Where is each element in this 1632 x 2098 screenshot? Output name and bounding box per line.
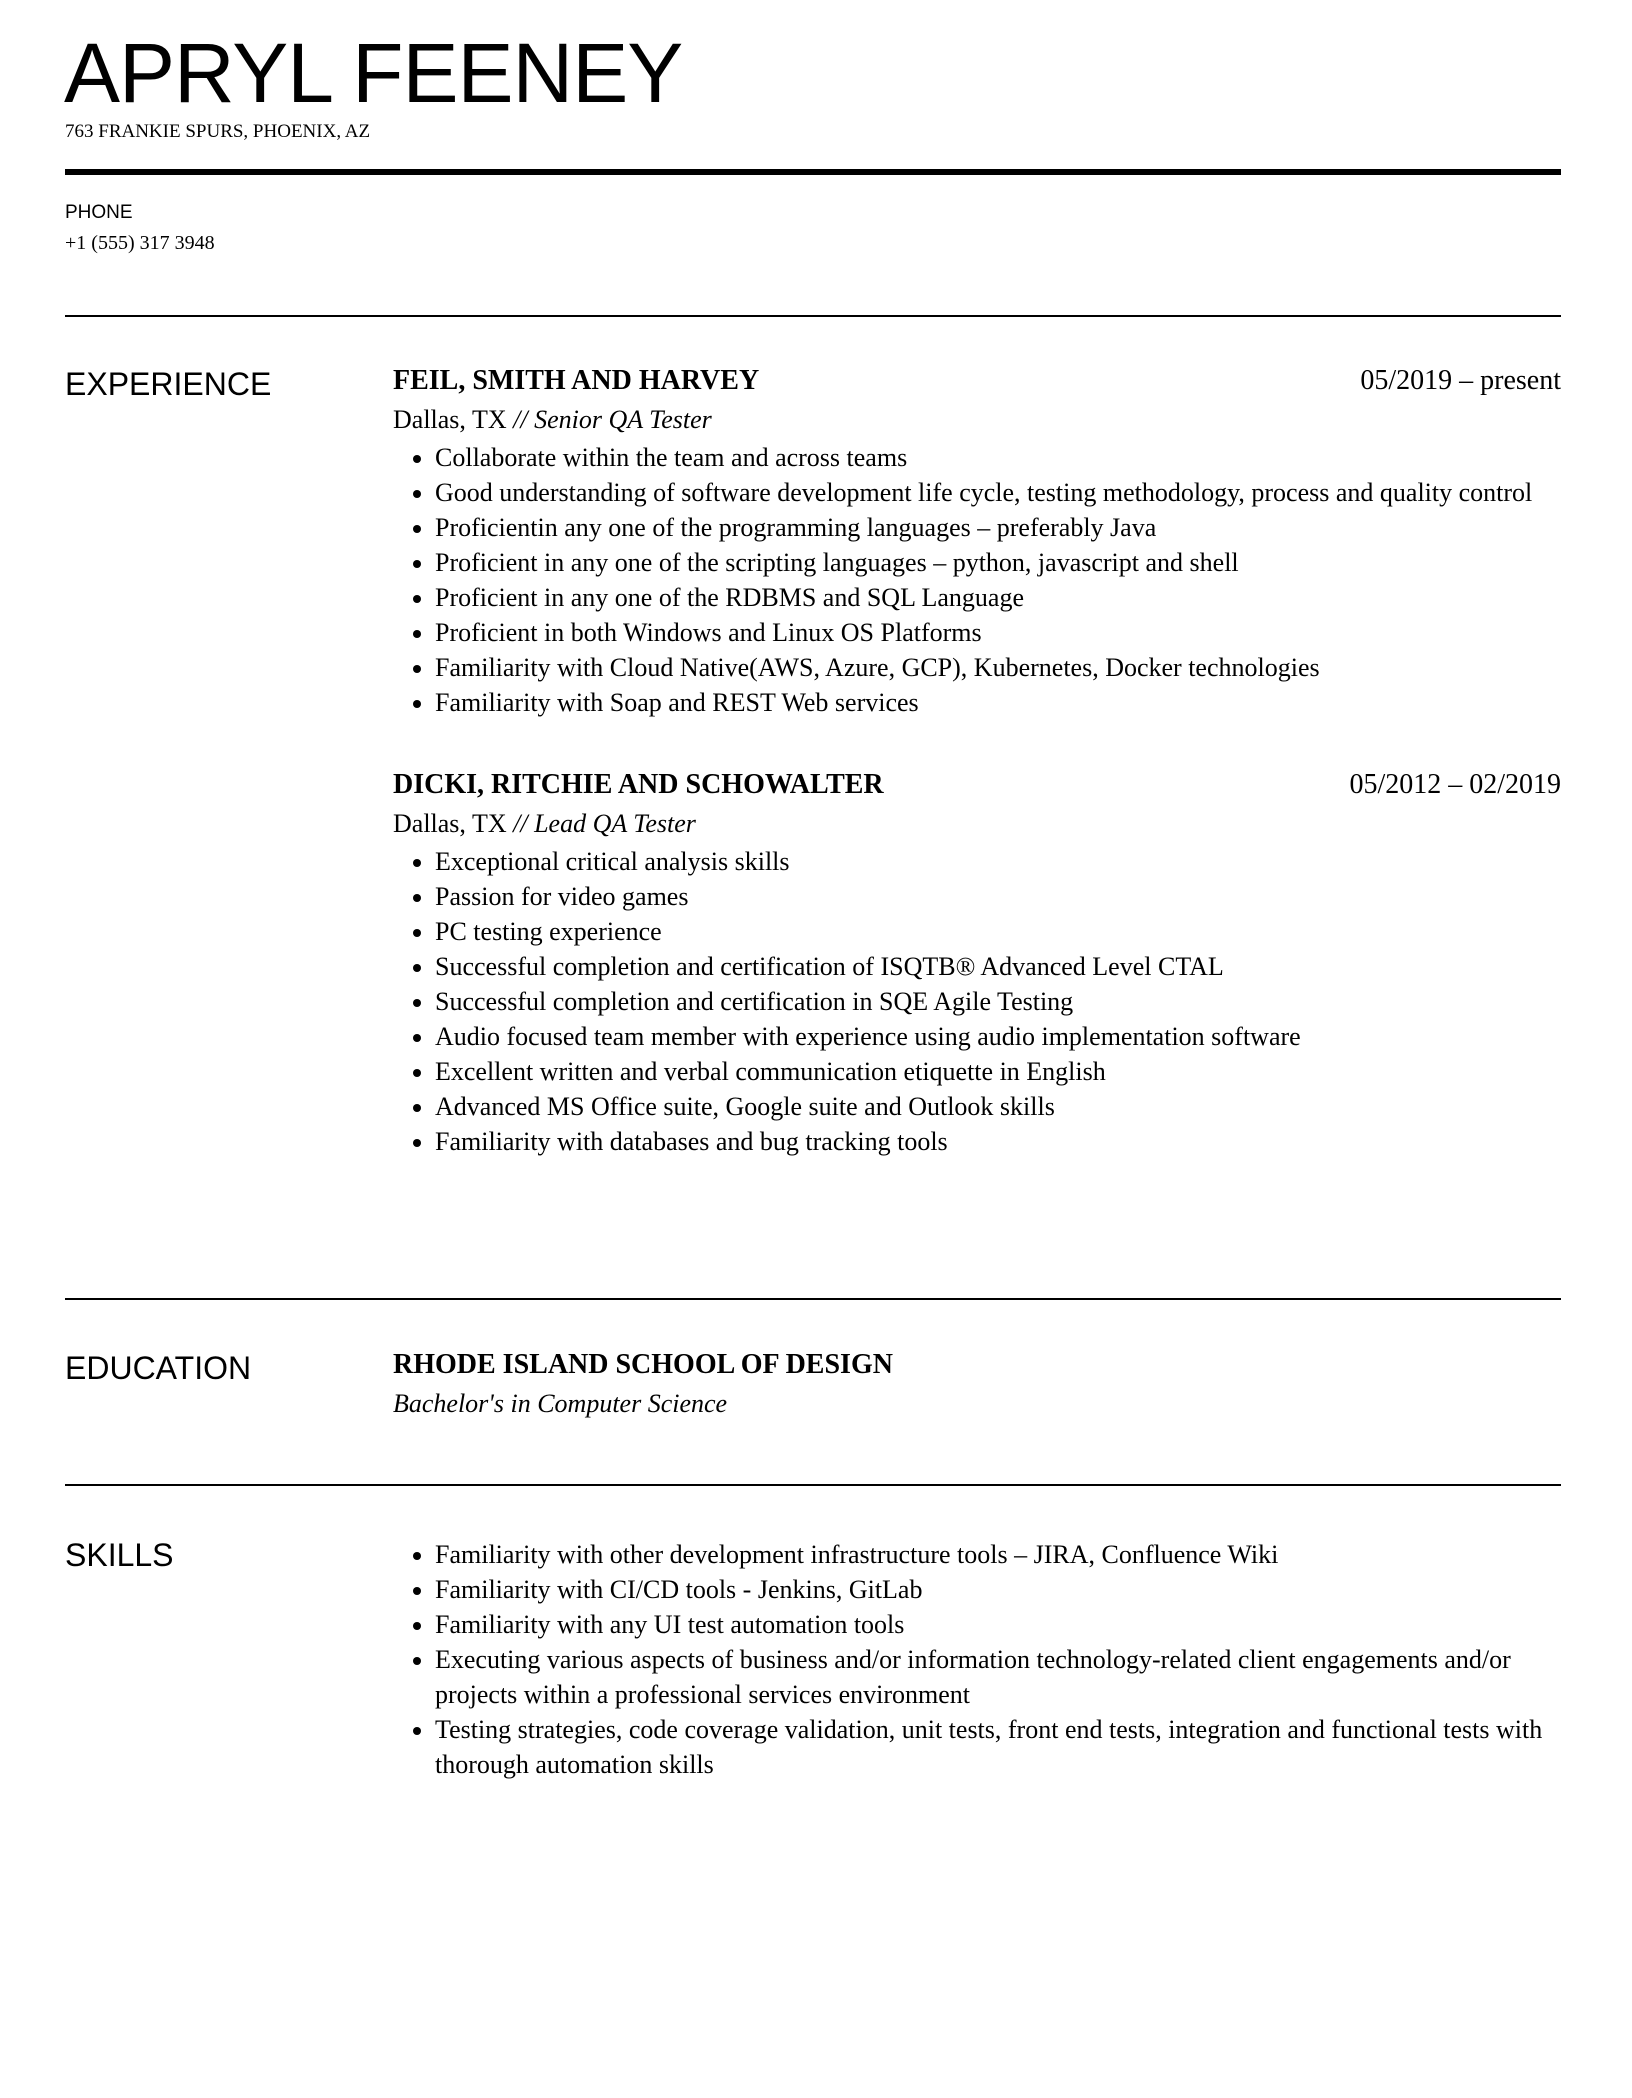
list-item: • Passion for video games bbox=[435, 879, 1561, 914]
job-entry bbox=[393, 362, 1561, 720]
list-item: • Familiarity with Cloud Native(AWS, Azure, GCP), Kubernetes, Docker technologies bbox=[435, 650, 1561, 685]
company-name: FEIL, SMITH AND HARVEY bbox=[393, 365, 760, 396]
list-item: • Familiarity with other development infrastructure tools – JIRA, Confluence Wiki bbox=[435, 1537, 1561, 1572]
list-item: • Familiarity with any UI test automation tools bbox=[435, 1607, 1561, 1642]
section-divider bbox=[65, 1484, 1561, 1486]
list-item: • Testing strategies, code coverage validation, unit tests, front end tests, integration and functional tests with thorough automation skills bbox=[435, 1712, 1561, 1782]
job-dates: 05/2012 – 02/2019 bbox=[1349, 769, 1561, 800]
list-item: • Successful completion and certification in SQE Agile Testing bbox=[435, 984, 1561, 1019]
education-section bbox=[393, 1346, 1561, 1424]
degree: Bachelor's in Computer Science bbox=[393, 1389, 728, 1418]
job-subline bbox=[393, 400, 1561, 440]
section-divider bbox=[65, 1298, 1561, 1300]
job-header bbox=[393, 362, 1561, 400]
list-item: • Good understanding of software development life cycle, testing methodology, process and quality control bbox=[435, 475, 1561, 510]
list-item: • Audio focused team member with experience using audio implementation software bbox=[435, 1019, 1561, 1054]
list-item: • Exceptional critical analysis skills bbox=[435, 844, 1561, 879]
list-item: • Excellent written and verbal communication etiquette in English bbox=[435, 1054, 1561, 1089]
section-divider bbox=[65, 315, 1561, 317]
job-role: Senior QA Tester bbox=[534, 405, 712, 434]
list-item: • Executing various aspects of business and/or information technology-related client engagements and/or projects within a professional services environment bbox=[435, 1642, 1561, 1712]
address: 763 FRANKIE SPURS, PHOENIX, AZ bbox=[65, 121, 371, 142]
separator: // bbox=[513, 405, 528, 434]
list-item: • Successful completion and certification of ISQTB® Advanced Level CTAL bbox=[435, 949, 1561, 984]
job-header bbox=[393, 766, 1561, 804]
experience-section bbox=[393, 362, 1561, 1205]
job-subline bbox=[393, 804, 1561, 844]
header-divider bbox=[65, 169, 1561, 175]
list-item: • Advanced MS Office suite, Google suite and Outlook skills bbox=[435, 1089, 1561, 1124]
skills-section bbox=[393, 1537, 1561, 1782]
list-item: • Proficient in both Windows and Linux OS Platforms bbox=[435, 615, 1561, 650]
list-item: • PC testing experience bbox=[435, 914, 1561, 949]
list-item: • Familiarity with databases and bug tracking tools bbox=[435, 1124, 1561, 1159]
separator: // bbox=[513, 809, 528, 838]
candidate-name: APRYL FEENEY bbox=[64, 26, 683, 120]
list-item: • Proficient in any one of the RDBMS and SQL Language bbox=[435, 580, 1561, 615]
phone-label: PHONE bbox=[65, 202, 133, 223]
company-name: DICKI, RITCHIE AND SCHOWALTER bbox=[393, 769, 884, 800]
skills-list bbox=[393, 1537, 1561, 1782]
phone-number: +1 (555) 317 3948 bbox=[65, 232, 215, 254]
list-item: • Proficientin any one of the programming languages – preferably Java bbox=[435, 510, 1561, 545]
job-role: Lead QA Tester bbox=[534, 809, 696, 838]
job-entry bbox=[393, 766, 1561, 1159]
job-bullets bbox=[393, 440, 1561, 720]
education-heading: EDUCATION bbox=[65, 1350, 252, 1386]
skills-heading: SKILLS bbox=[65, 1537, 174, 1573]
job-dates: 05/2019 – present bbox=[1360, 365, 1561, 396]
school-name: RHODE ISLAND SCHOOL OF DESIGN bbox=[393, 1349, 893, 1380]
job-location: Dallas, TX bbox=[393, 405, 507, 434]
job-location: Dallas, TX bbox=[393, 809, 507, 838]
list-item: • Proficient in any one of the scripting languages – python, javascript and shell bbox=[435, 545, 1561, 580]
list-item: • Familiarity with CI/CD tools - Jenkins, GitLab bbox=[435, 1572, 1561, 1607]
experience-heading: EXPERIENCE bbox=[65, 366, 272, 402]
list-item: • Familiarity with Soap and REST Web services bbox=[435, 685, 1561, 720]
job-bullets bbox=[393, 844, 1561, 1159]
list-item: • Collaborate within the team and across teams bbox=[435, 440, 1561, 475]
